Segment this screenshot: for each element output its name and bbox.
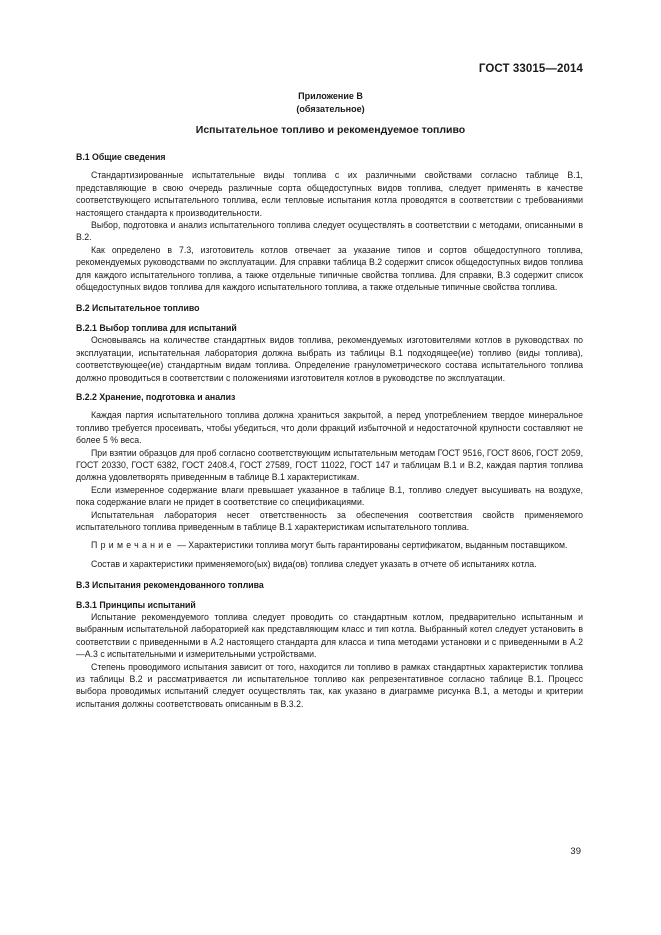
note-text: — Характеристики топлива могут быть гарантированы сертификатом, выданным поставщиком.	[174, 540, 568, 551]
note-paragraph	[76, 539, 583, 551]
appendix-label: Приложение В	[298, 91, 363, 101]
paragraph: Основываясь на количестве стандартных видов топлива, рекомендуемых изготовителями котлов в руководствах по эксплуатации, испытательная лаборатория должна выбрать из таблицы В.1 подходящее(ие) топливо (виды топлива), соответствующее(ие) стандартным видам топлива. Определение гранулометрического состава испытательного топлива должно проводиться в соответствии с положениями изготовителя котлов в руководстве по эксплуатации.	[76, 335, 583, 383]
section-heading-b2: В.2 Испытательное топливо	[76, 303, 200, 314]
subsection-heading-b31: В.3.1 Принципы испытаний	[76, 599, 196, 610]
appendix-header	[0, 90, 661, 115]
section-heading-b3: В.3 Испытания рекомендованного топлива	[76, 580, 264, 591]
subsection-heading-b22: В.2.2 Хранение, подготовка и анализ	[76, 391, 236, 402]
note-label: Примечание	[91, 540, 175, 551]
paragraph: Испытательная лаборатория несет ответственность за обеспечения соответствия свойств применяемого испытательного топлива приведенным в таблице В.1 характеристикам испытательного топлива.	[76, 509, 583, 532]
subsection-heading-b21: В.2.1 Выбор топлива для испытаний	[76, 322, 237, 333]
paragraph: Выбор, подготовка и анализ испытательного топлива следует осуществлять в соответствии с методами, описанными в В.2.	[76, 220, 583, 243]
standard-code: ГОСТ 33015—2014	[478, 63, 583, 75]
page-number: 39	[570, 846, 581, 857]
paragraph: Стандартизированные испытательные виды топлива с их различными свойствами согласно таблице В.1, представляющие в свою очередь различные сорта общедоступных видов топлива, следует применять в качестве соответствующего испытательного топлива, если тепловые испытания котла проводятся в соответствии с требованиями настоящего стандарта к производительности.	[76, 170, 583, 218]
section-heading-b1: В.1 Общие сведения	[76, 152, 166, 162]
paragraph: Степень проводимого испытания зависит от того, находится ли топливо в рамках стандартных характеристик топлива из таблицы В.2 и рассматривается ли испытательное топливо как репрезентативное согласно таблице В.1. Процесс выбора проводимых испытаний следует осуществлять так, как указано в диаграмме рисунка В.1, а методы и критерии испытания должны соответствовать описанным в В.3.2.	[76, 661, 583, 709]
document-body	[76, 151, 583, 710]
paragraph: При взятии образцов для проб согласно соответствующим испытательным методам ГОСТ 9516, ГОСТ 8606, ГОСТ 2059, ГОСТ 20330, ГОСТ 6382, ГОСТ 2408.4, ГОСТ 27589, ГОСТ 11022, ГОСТ 147 и таблицам В.1 и В.2, каждая партия топлива должна удовлетворять приведенным в таблице В.1 характеристикам.	[76, 447, 583, 483]
paragraph: Если измеренное содержание влаги превышает указанное в таблице В.1, топливо следует высушивать на воздухе, пока содержание влаги не придет в соответствие со спецификациями.	[76, 484, 583, 508]
appendix-status: (обязательное)	[296, 103, 365, 114]
paragraph: Каждая партия испытательного топлива должна храниться закрытой, а перед употреблением твердое минеральное топливо требуется просеивать, чтобы убедиться, что доли фракций избыточной и недостаточной крупности составляют не более 5 % веса.	[76, 410, 583, 446]
paragraph: Как определено в 7.3, изготовитель котлов отвечает за указание типов и сортов общедоступного топлива, рекомендуемых руководствами по эксплуатации. Для справки таблица В.2 содержит список общедоступных видов топлива для каждого испытательного топлива, а также отдельные типичные свойства топлива. Для справки, В.3 содержит список общедоступных видов топлива для каждого испытательного топлива, а также отдельные типичные свойства топлива.	[76, 244, 583, 293]
appendix-title: Испытательное топливо и рекомендуемое топливо	[195, 124, 466, 136]
paragraph: Состав и характеристики применяемого(ых) вида(ов) топлива следует указать в отчете об испытаниях котла.	[91, 558, 537, 569]
paragraph: Испытание рекомендуемого топлива следует проводить со стандартным котлом, предварительно испытанным и выбранным испытательной лабораторией как представляющим класс и тип котла. Выбранный котел следует установить в соответствии с приведенными в А.2 настоящего стандарта для класса и типа методами установки и с приведенными в А.2—А.3 с испытательными и измерительными устройствами.	[76, 612, 583, 660]
